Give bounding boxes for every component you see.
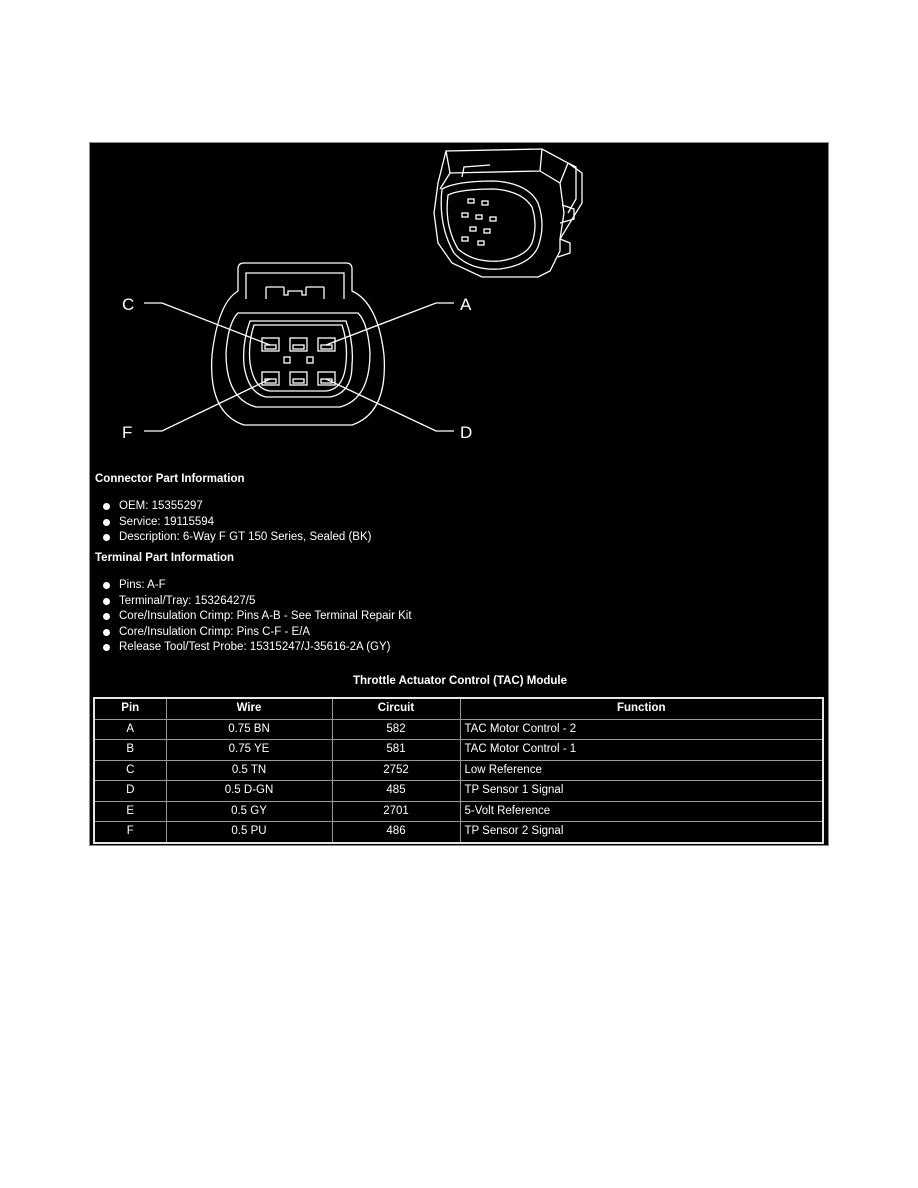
connector-3d-view — [434, 149, 582, 277]
bullet-icon — [103, 629, 110, 636]
bullet-icon — [103, 503, 110, 510]
table-row — [94, 781, 823, 802]
connector-diagram — [90, 143, 830, 473]
cell-function: TAC Motor Control - 1 — [460, 740, 823, 761]
header-wire: Wire — [166, 698, 332, 719]
cell-function: 5-Volt Reference — [460, 801, 823, 822]
cell-wire: 0.5 D-GN — [166, 781, 332, 802]
pin-label-c: C — [122, 295, 135, 314]
terminal-section-title: Terminal Part Information — [95, 552, 235, 564]
connector-section-title: Connector Part Information — [95, 473, 245, 485]
table-title: Throttle Actuator Control (TAC) Module — [353, 675, 567, 687]
header-pin: Pin — [94, 698, 166, 719]
terminal-info-list — [100, 578, 412, 656]
cell-pin: A — [94, 719, 166, 740]
cell-circuit: 2752 — [332, 760, 460, 781]
list-item: Service: 19115594 — [100, 515, 371, 531]
cell-wire: 0.5 TN — [166, 760, 332, 781]
cell-pin: C — [94, 760, 166, 781]
cell-pin: E — [94, 801, 166, 822]
list-item: Pins: A-F — [100, 578, 412, 594]
list-item: Description: 6-Way F GT 150 Series, Sealed (BK) — [100, 530, 371, 546]
cell-function: Low Reference — [460, 760, 823, 781]
cell-wire: 0.5 GY — [166, 801, 332, 822]
bullet-icon — [103, 534, 110, 541]
header-circuit: Circuit — [332, 698, 460, 719]
bullet-icon — [103, 644, 110, 651]
bullet-icon — [103, 598, 110, 605]
cell-pin: B — [94, 740, 166, 761]
cell-wire: 0.75 BN — [166, 719, 332, 740]
table-header-row — [94, 698, 823, 719]
table-row — [94, 822, 823, 843]
cell-circuit: 581 — [332, 740, 460, 761]
cell-function: TP Sensor 1 Signal — [460, 781, 823, 802]
cell-function: TAC Motor Control - 2 — [460, 719, 823, 740]
connector-info-list — [100, 499, 371, 546]
table-row — [94, 719, 823, 740]
cell-pin: D — [94, 781, 166, 802]
pin-label-a: A — [460, 295, 472, 314]
pin-label-f: F — [122, 423, 133, 442]
bullet-icon — [103, 582, 110, 589]
list-item: Core/Insulation Crimp: Pins A-B - See Terminal Repair Kit — [100, 609, 412, 625]
pin-label-d: D — [460, 423, 473, 442]
pinout-table — [93, 697, 824, 844]
cell-pin: F — [94, 822, 166, 843]
table-row — [94, 740, 823, 761]
list-item: Core/Insulation Crimp: Pins C-F - E/A — [100, 625, 412, 641]
connector-front-view — [144, 263, 454, 431]
cell-wire: 0.75 YE — [166, 740, 332, 761]
table-row — [94, 801, 823, 822]
list-item: Terminal/Tray: 15326427/5 — [100, 594, 412, 610]
bullet-icon — [103, 519, 110, 526]
cell-circuit: 2701 — [332, 801, 460, 822]
cell-circuit: 582 — [332, 719, 460, 740]
cell-wire: 0.5 PU — [166, 822, 332, 843]
table-row — [94, 760, 823, 781]
header-function: Function — [460, 698, 823, 719]
connector-panel — [89, 142, 829, 846]
list-item: OEM: 15355297 — [100, 499, 371, 515]
cell-circuit: 486 — [332, 822, 460, 843]
cell-circuit: 485 — [332, 781, 460, 802]
list-item: Release Tool/Test Probe: 15315247/J-35616-2A (GY) — [100, 640, 412, 656]
bullet-icon — [103, 613, 110, 620]
cell-function: TP Sensor 2 Signal — [460, 822, 823, 843]
